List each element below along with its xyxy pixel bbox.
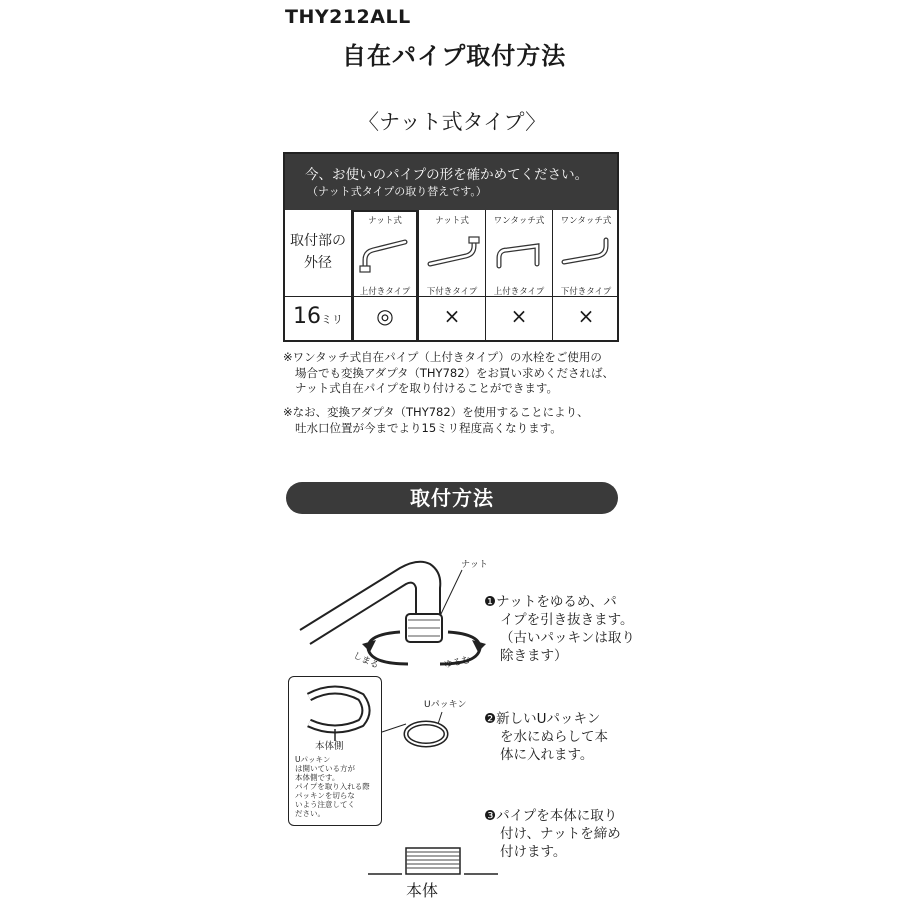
step-line: 除きます） — [500, 648, 568, 664]
step-1-text — [484, 593, 635, 665]
step-line: 付け、ナットを締め — [500, 826, 621, 842]
page-subtitle: 〈ナット式タイプ〉 — [358, 110, 547, 134]
faucet-body-thread-icon — [368, 840, 498, 880]
height-note — [283, 405, 589, 436]
column-type-label: ワンタッチ式 — [560, 216, 612, 226]
column-type-label: ワンタッチ式 — [493, 216, 545, 226]
step-line: ❸パイプを本体に取り — [484, 808, 618, 824]
u-packing-closeup-icon — [295, 683, 375, 741]
packing-note-line: パイプを取り入れる際 — [295, 782, 370, 791]
model-number: THY212ALL — [285, 6, 411, 28]
column-mount-label: 上付きタイプ — [359, 287, 411, 297]
note-line: ※なお、変換アダプタ（THY782）を使用することにより、 — [283, 405, 589, 419]
u-packing-ring-icon — [380, 710, 470, 760]
onetouch-bottom-pipe-icon — [556, 234, 616, 278]
packing-note-line: パッキンを切らな — [295, 791, 355, 800]
compat-mark: × — [510, 304, 528, 328]
step-line: ❶ナットをゆるめ、パ — [484, 594, 617, 610]
size-value: 16 — [293, 304, 321, 329]
step-line: 体に入れます。 — [500, 747, 594, 763]
step-line: ❷新しいUパッキン — [484, 711, 601, 727]
step-line: 付けます。 — [500, 844, 567, 860]
column-mount-label: 上付きタイプ — [493, 287, 545, 297]
column-type-label: ナット式 — [368, 216, 402, 226]
step-2-text — [484, 710, 608, 764]
column-mount-label: 下付きタイプ — [426, 287, 478, 297]
packing-note-line: は開いている方が — [295, 764, 355, 773]
step-line: を水にぬらして本 — [500, 729, 608, 745]
column-mount-label: 下付きタイプ — [560, 287, 612, 297]
step-line: （古いパッキンは取り — [500, 630, 635, 646]
adapter-note — [283, 350, 614, 397]
column-type-label: ナット式 — [435, 216, 469, 226]
table-question: 今、お使いのパイプの形を確かめてください。 — [305, 167, 589, 183]
packing-note-line: 本体側です。 — [295, 773, 340, 782]
tighten-label: しまる — [351, 650, 381, 672]
note-line: 吐水口位置が今までより15ミリ程度高くなります。 — [295, 420, 562, 435]
note-line: ナット式自在パイプを取り付けることができます。 — [295, 381, 559, 395]
packing-note-line: ださい。 — [295, 809, 325, 818]
table-question-note: （ナット式タイプの取り替えです。） — [307, 185, 487, 198]
loosen-label: ゆるむ — [443, 655, 472, 671]
size-cell — [285, 304, 351, 329]
compatibility-table — [283, 152, 619, 342]
compat-mark-recommended: ◎ — [376, 304, 394, 328]
section-banner: 取付方法 — [286, 482, 618, 514]
body-label: 本体 — [406, 881, 439, 900]
size-unit: ミリ — [321, 313, 343, 326]
u-packing-label: Uパッキン — [424, 700, 467, 710]
row-label-line2: 外径 — [304, 255, 332, 271]
compat-mark: × — [443, 304, 461, 328]
packing-note-line: Uパッキン — [295, 755, 331, 764]
nut-label: ナット — [461, 560, 488, 570]
onetouch-top-pipe-icon — [489, 234, 549, 278]
note-line: ※ワンタッチ式自在パイプ（上付きタイプ）の水栓をご使用の — [283, 350, 602, 364]
packing-note-line: いよう注意してく — [295, 800, 355, 809]
step-3-text — [484, 807, 621, 861]
compat-mark: × — [577, 304, 595, 328]
nut-top-pipe-icon — [355, 234, 415, 278]
nut-bottom-pipe-icon — [422, 234, 482, 278]
step-line: イプを引き抜きます。 — [500, 612, 634, 628]
page-title: 自在パイプ取付方法 — [342, 42, 567, 70]
table-header — [285, 154, 617, 210]
packing-instruction — [295, 755, 370, 818]
row-label-mount-diameter — [285, 230, 351, 274]
body-side-label: 本体側 — [315, 741, 344, 752]
row-label-line1: 取付部の — [290, 233, 346, 249]
packing-detail-box — [288, 676, 382, 826]
note-line: 場合でも変換アダプタ（THY782）をお買い求めくだされば、 — [295, 365, 615, 380]
